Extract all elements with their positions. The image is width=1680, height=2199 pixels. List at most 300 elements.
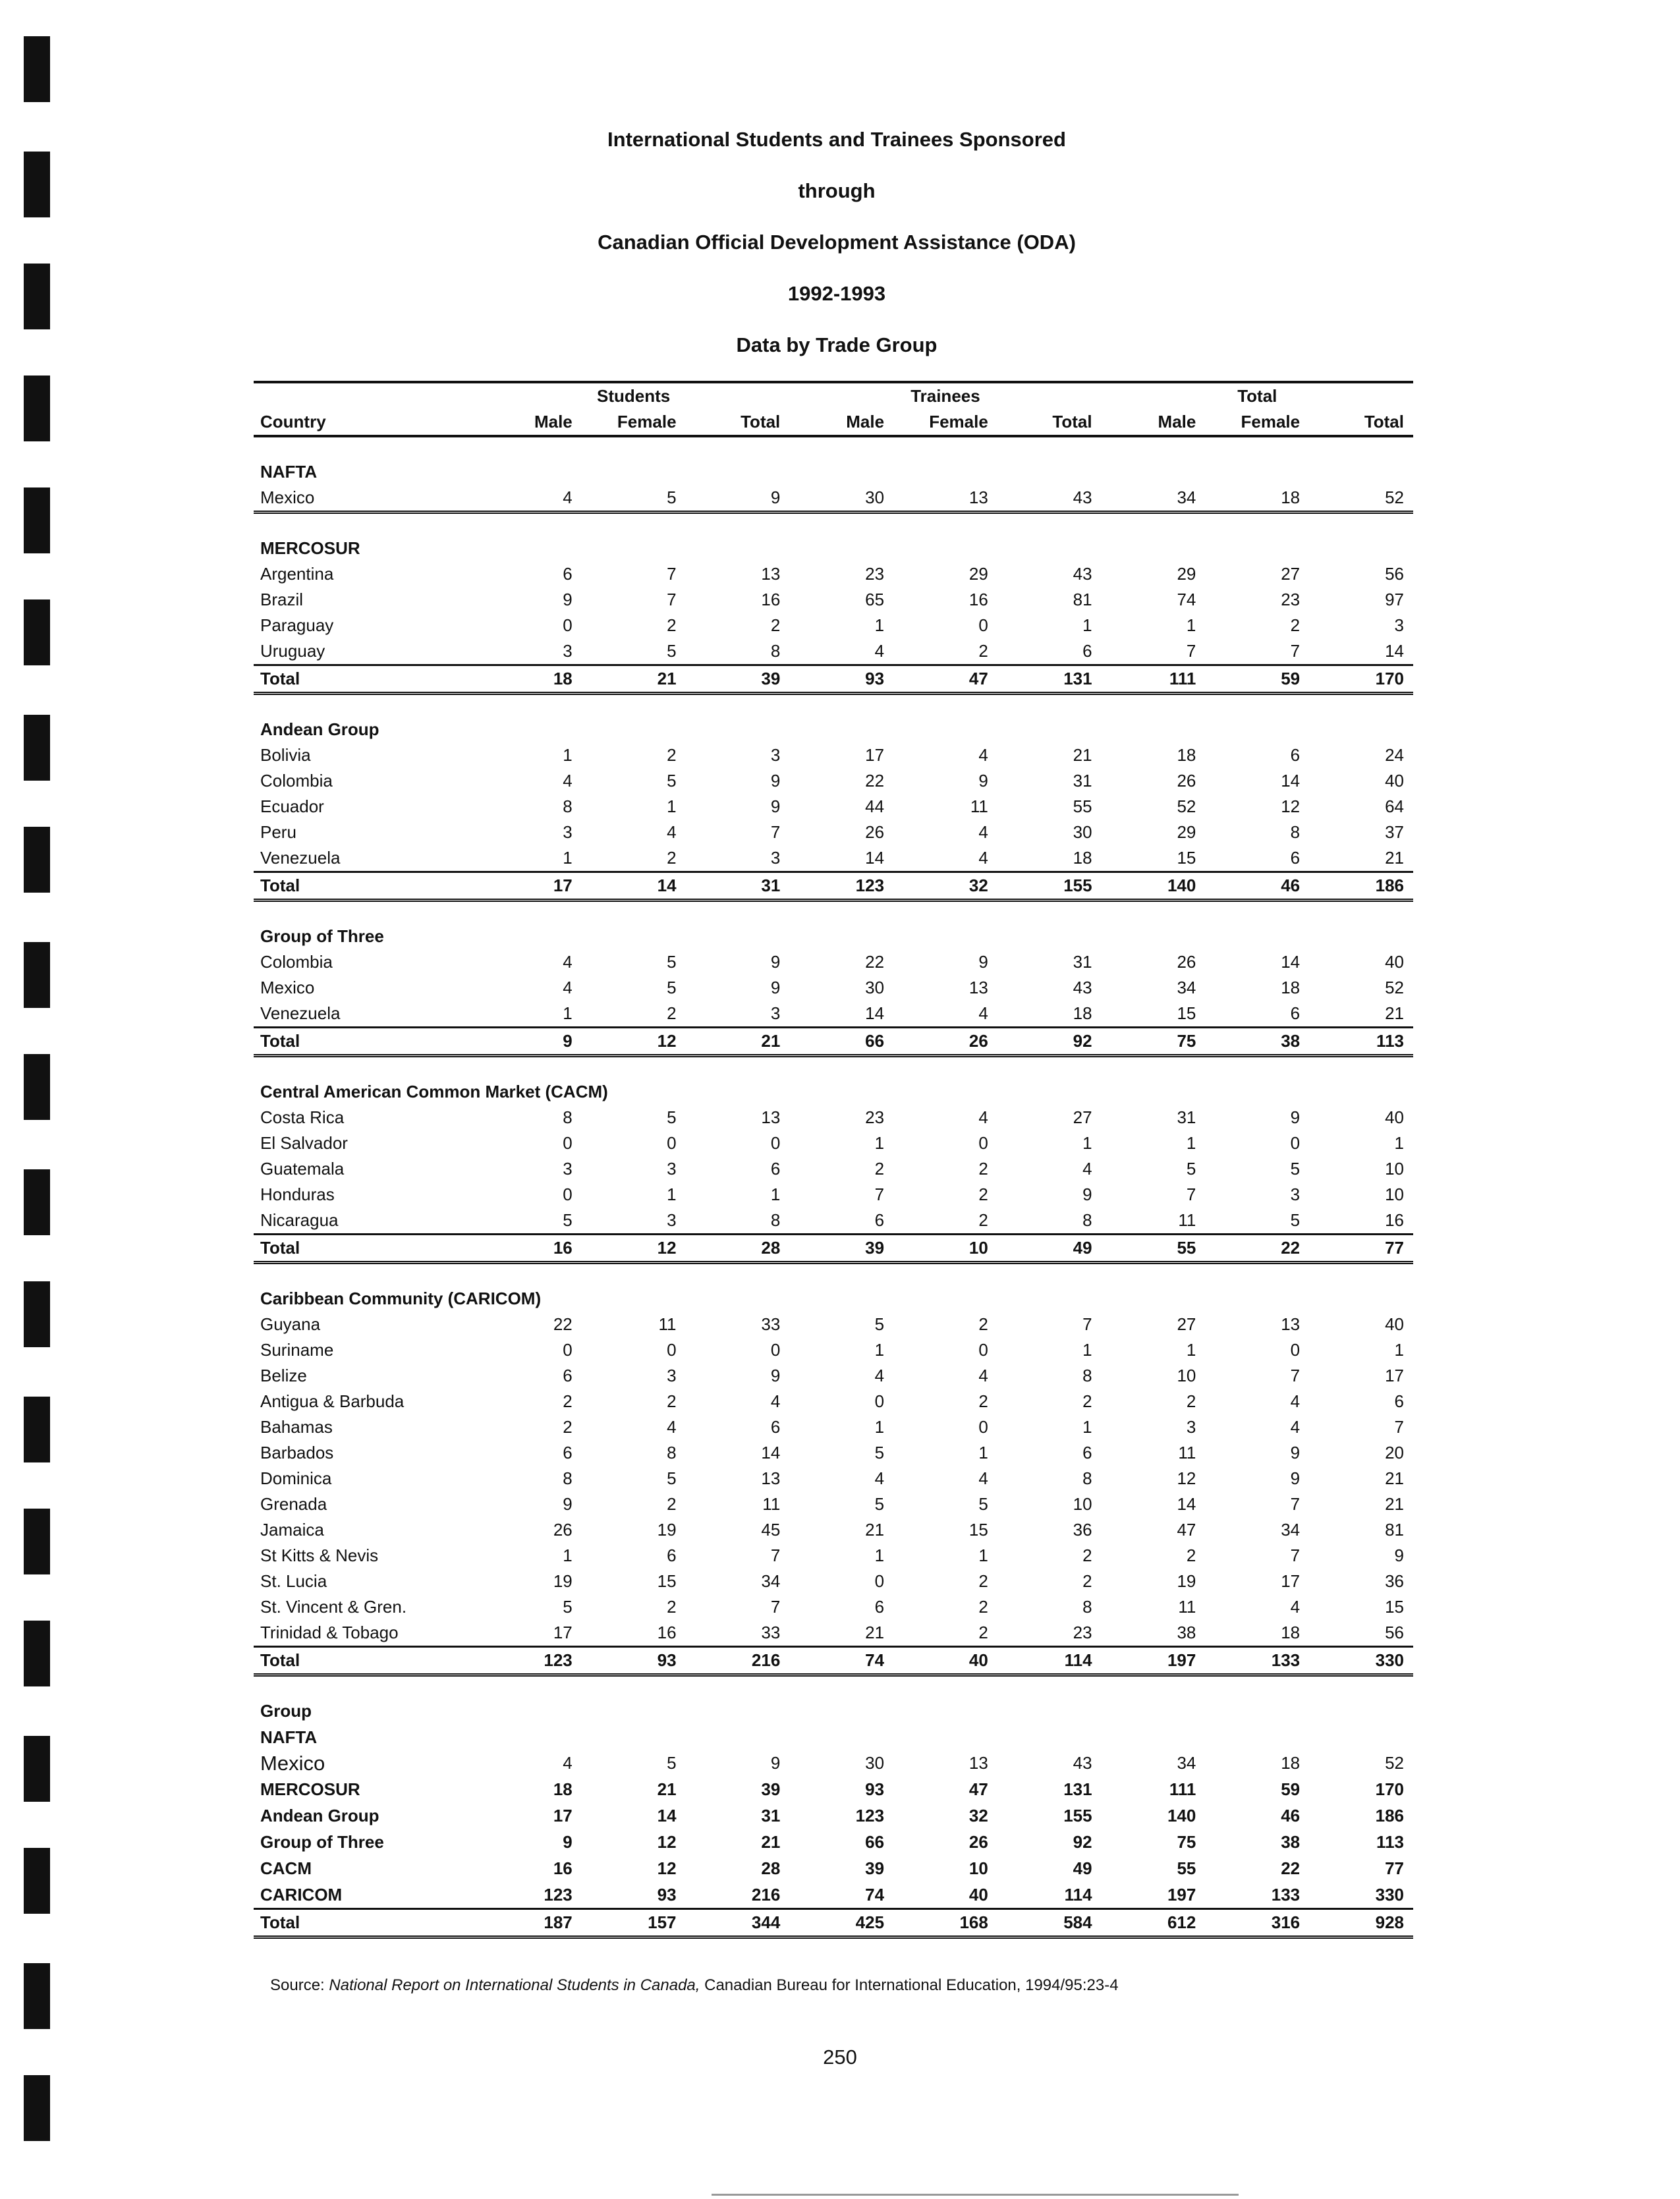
value-cell: 6 [1290,745,1301,765]
value-cell: 9 [1394,1545,1404,1565]
value-cell: 2 [978,1597,988,1617]
source-report-title: National Report on International Students in Canada, [329,1976,700,1994]
value-cell: 3 [770,848,781,868]
value-cell: 9 [1290,1107,1301,1127]
value-cell: 74 [789,1647,893,1675]
value-cell: 13 [893,485,997,513]
value-cell: 52 [1385,978,1404,997]
value-cell: 17 [1281,1571,1301,1591]
value-cell: 13 [761,1468,781,1488]
value-cell: 93 [657,1884,677,1905]
value-cell: 6 [874,1597,885,1617]
value-cell: 2 [978,1314,988,1334]
value-cell: 11 [1178,1443,1196,1462]
value-cell: 22 [1281,1858,1301,1878]
value-cell: 33 [761,1314,781,1334]
value-cell: 24 [1385,745,1404,765]
value-cell: 216 [751,1884,781,1905]
spacer-row [254,901,1413,924]
value-cell: 3 [1394,615,1404,635]
value-cell: 34 [1177,978,1196,997]
section-total-row [254,1235,1413,1263]
table-row [254,1001,1413,1028]
value-cell: 5 [667,978,677,997]
section-heading-row [254,1285,1413,1312]
value-cell: 6 [563,1366,573,1385]
value-cell: 9 [770,1366,781,1385]
value-cell: 47 [968,1779,988,1799]
section-total-row [254,872,1413,901]
value-cell: 2 [978,1159,988,1179]
row-label: Total [254,1909,478,1937]
value-cell: 26 [893,1028,997,1056]
summary-row [254,1750,1413,1776]
value-cell: 46 [1205,872,1309,901]
value-cell: 4 [563,771,573,791]
value-cell: 344 [686,1909,790,1937]
value-cell: 5 [874,1494,885,1514]
binder-mark [24,2075,50,2141]
value-cell: 425 [789,1909,893,1937]
binder-mark [24,1509,50,1574]
row-label: Uruguay [260,641,325,661]
group-heading: Group [260,1700,312,1721]
table-row [254,1543,1413,1569]
value-cell: 19 [657,1520,677,1540]
value-cell: 0 [563,615,573,635]
value-cell: 18 [1073,848,1092,868]
header-students-female: Female [582,409,686,436]
value-cell: 43 [1073,1753,1092,1773]
row-label: CACM [260,1858,312,1878]
value-cell: 113 [1376,1831,1404,1852]
value-cell: 5 [563,1597,573,1617]
row-label: Colombia [260,952,333,972]
value-cell: 2 [667,745,677,765]
value-cell: 29 [968,564,988,584]
header-trainees-total: Total [997,409,1102,436]
table-row [254,1594,1413,1620]
table-row [254,1517,1413,1543]
value-cell: 4 [978,1107,988,1127]
value-cell: 8 [1290,822,1301,842]
value-cell: 52 [1177,796,1196,816]
value-cell: 1 [1186,1340,1196,1360]
value-cell: 16 [1385,1210,1404,1230]
value-cell: 40 [1385,1107,1404,1127]
row-label: Barbados [260,1443,334,1462]
spacer-row [254,436,1413,459]
value-cell: 111 [1102,665,1206,694]
value-cell: 59 [1281,1779,1301,1799]
value-cell: 93 [865,1779,885,1799]
value-cell: 2 [667,615,677,635]
header-total: Total [1102,382,1413,409]
value-cell: 21 [657,1779,677,1799]
value-cell: 16 [968,590,988,609]
value-cell: 6 [770,1159,781,1179]
group-heading: Group of Three [260,926,384,946]
value-cell: 131 [1063,1779,1092,1799]
value-cell: 7 [1082,1314,1092,1334]
summary-row [254,1855,1413,1881]
value-cell: 7 [874,1184,885,1204]
header-students-male: Male [478,409,582,436]
value-cell: 6 [1082,1443,1092,1462]
summary-heading-row [254,1698,1413,1724]
value-cell: 74 [1177,590,1196,609]
value-cell: 18 [1281,1753,1301,1773]
value-cell: 5 [667,1107,677,1127]
binder-mark [24,827,50,893]
row-label: Belize [260,1366,307,1385]
value-cell: 1 [978,1545,988,1565]
data-table-container [254,381,1413,1939]
value-cell: 2 [978,641,988,661]
value-cell: 114 [997,1647,1102,1675]
value-cell: 330 [1375,1884,1404,1905]
value-cell: 44 [865,796,885,816]
section-heading-row [254,1078,1413,1105]
value-cell: 22 [865,952,885,972]
value-cell: 15 [1177,1003,1196,1023]
value-cell: 13 [968,978,988,997]
value-cell: 34 [1281,1520,1301,1540]
table-row [254,638,1413,665]
source-note [270,1976,1119,1995]
value-cell: 1 [1186,1133,1196,1153]
value-cell: 75 [1177,1831,1196,1852]
table-row [254,845,1413,872]
value-cell: 92 [1073,1831,1092,1852]
row-label: Bahamas [260,1417,333,1437]
value-cell: 13 [761,564,781,584]
value-cell: 1 [667,796,677,816]
value-cell: 17 [865,745,885,765]
group-heading: Caribbean Community (CARICOM) [260,1288,542,1308]
value-cell: 6 [667,1545,677,1565]
value-cell: 216 [686,1647,790,1675]
header-total-male: Male [1102,409,1206,436]
value-cell: 133 [1205,1647,1309,1675]
value-cell: 5 [1186,1159,1196,1179]
value-cell: 43 [1073,978,1092,997]
value-cell: 27 [1281,564,1301,584]
binder-mark [24,1169,50,1235]
value-cell: 13 [761,1107,781,1127]
source-publisher: Canadian Bureau for International Education, 1994/95:23-4 [700,1976,1119,1994]
value-cell: 2 [667,1003,677,1023]
value-cell: 3 [563,641,573,661]
section-heading-row [254,535,1413,561]
value-cell: 4 [563,978,573,997]
value-cell: 9 [686,485,790,513]
value-cell: 14 [1281,952,1301,972]
value-cell: 14 [1385,641,1404,661]
value-cell: 5 [1290,1210,1301,1230]
table-row [254,820,1413,845]
value-cell: 3 [667,1366,677,1385]
title-line-5: Data by Trade Group [736,333,938,356]
table-row [254,768,1413,794]
value-cell: 23 [1281,590,1301,609]
value-cell: 0 [667,1340,677,1360]
row-label: CARICOM [260,1884,343,1905]
row-label: Guatemala [260,1159,345,1179]
value-cell: 56 [1385,564,1404,584]
value-cell: 5 [582,485,686,513]
value-cell: 30 [865,1753,885,1773]
bottom-divider [712,2194,1239,2196]
value-cell: 8 [563,1468,573,1488]
value-cell: 40 [1385,1314,1404,1334]
value-cell: 1 [1082,1340,1092,1360]
table-row [254,1130,1413,1156]
value-cell: 40 [893,1647,997,1675]
value-cell: 8 [563,1107,573,1127]
value-cell: 49 [1073,1858,1092,1878]
value-cell: 37 [1385,822,1404,842]
value-cell: 5 [667,952,677,972]
value-cell: 8 [770,641,781,661]
value-cell: 7 [770,822,781,842]
value-cell: 8 [1082,1210,1092,1230]
header-students-total: Total [686,409,790,436]
value-cell: 7 [1290,641,1301,661]
value-cell: 27 [1177,1314,1196,1334]
value-cell: 11 [762,1494,781,1514]
value-cell: 92 [997,1028,1102,1056]
value-cell: 32 [893,872,997,901]
value-cell: 0 [1290,1340,1301,1360]
row-label: Total [254,1647,478,1675]
value-cell: 26 [968,1831,988,1852]
value-cell: 55 [1073,796,1092,816]
value-cell: 4 [478,485,582,513]
header-trainees-female: Female [893,409,997,436]
value-cell: 1 [1082,1133,1092,1153]
value-cell: 1 [874,1417,885,1437]
value-cell: 1 [1082,1417,1092,1437]
section-heading-row [254,459,1413,485]
value-cell: 16 [478,1235,582,1263]
value-cell: 3 [667,1210,677,1230]
value-cell: 93 [789,665,893,694]
summary-subheading-row [254,1724,1413,1750]
value-cell: 46 [1281,1805,1301,1825]
value-cell: 32 [968,1805,988,1825]
value-cell: 0 [563,1133,573,1153]
binder-mark [24,264,50,329]
value-cell: 2 [667,1494,677,1514]
value-cell: 3 [563,1159,573,1179]
binder-mark [24,376,50,441]
table-row [254,1182,1413,1208]
value-cell: 40 [968,1884,988,1905]
title-line-1: International Students and Trainees Sponsored [607,128,1066,151]
value-cell: 123 [855,1805,885,1825]
value-cell: 30 [789,485,893,513]
value-cell: 123 [478,1647,582,1675]
row-label: Antigua & Barbuda [260,1391,405,1411]
value-cell: 21 [761,1831,781,1852]
binder-mark [24,1281,50,1347]
table-row [254,561,1413,587]
value-cell: 43 [997,485,1102,513]
header-trainees: Trainees [789,382,1101,409]
value-cell: 170 [1375,1779,1404,1799]
value-cell: 28 [686,1235,790,1263]
value-cell: 0 [563,1340,573,1360]
value-cell: 0 [978,615,988,635]
value-cell: 9 [978,771,988,791]
value-cell: 36 [1073,1520,1092,1540]
table-row [254,1389,1413,1414]
value-cell: 55 [1102,1235,1206,1263]
value-cell: 10 [1385,1184,1404,1204]
value-cell: 66 [865,1831,885,1852]
value-cell: 8 [1082,1468,1092,1488]
value-cell: 31 [1073,771,1092,791]
value-cell: 11 [1178,1210,1196,1230]
value-cell: 9 [770,978,781,997]
value-cell: 140 [1167,1805,1196,1825]
value-cell: 8 [770,1210,781,1230]
value-cell: 2 [667,848,677,868]
value-cell: 12 [582,1028,686,1056]
value-cell: 131 [997,665,1102,694]
value-cell: 5 [667,1753,677,1773]
table-row [254,742,1413,768]
value-cell: 21 [686,1028,790,1056]
value-cell: 3 [770,745,781,765]
value-cell: 2 [978,1184,988,1204]
value-cell: 7 [1290,1366,1301,1385]
table-body [254,436,1413,1937]
value-cell: 4 [978,1003,988,1023]
row-label: Mexico [254,485,478,513]
table-row [254,794,1413,820]
binder-mark [24,1736,50,1802]
value-cell: 4 [978,1366,988,1385]
value-cell: 187 [478,1909,582,1937]
value-cell: 13 [968,1753,988,1773]
title-line-2: through [798,179,876,202]
value-cell: 113 [1309,1028,1413,1056]
value-cell: 14 [1177,1494,1196,1514]
value-cell: 2 [1186,1391,1196,1411]
value-cell: 7 [1290,1545,1301,1565]
value-cell: 45 [761,1520,781,1540]
value-cell: 7 [667,590,677,609]
value-cell: 1 [563,848,573,868]
value-cell: 21 [1073,745,1092,765]
table-row [254,587,1413,613]
value-cell: 1 [563,745,573,765]
row-label: Total [254,665,478,694]
value-cell: 52 [1309,485,1413,513]
table-row [254,613,1413,638]
value-cell: 11 [970,796,988,816]
row-label: Argentina [260,564,334,584]
value-cell: 8 [563,796,573,816]
value-cell: 30 [1073,822,1092,842]
row-label: Grenada [260,1494,327,1514]
page-number: 250 [823,2046,857,2069]
binder-mark [24,715,50,781]
value-cell: 316 [1205,1909,1309,1937]
value-cell: 6 [563,564,573,584]
value-cell: 6 [874,1210,885,1230]
row-label: Brazil [260,590,304,609]
title-line-3: Canadian Official Development Assistance (ODA) [598,231,1076,254]
value-cell: 186 [1309,872,1413,901]
spacer-row [254,513,1413,536]
value-cell: 21 [865,1623,885,1642]
value-cell: 16 [553,1858,573,1878]
value-cell: 9 [563,590,573,609]
value-cell: 5 [667,771,677,791]
value-cell: 3 [770,1003,781,1023]
group-heading: Central American Common Market (CACM) [260,1081,608,1101]
value-cell: 59 [1205,665,1309,694]
table-row [254,1569,1413,1594]
value-cell: 4 [874,1366,885,1385]
value-cell: 7 [770,1597,781,1617]
binder-mark [24,942,50,1008]
value-cell: 0 [1290,1133,1301,1153]
binder-mark [24,36,50,102]
binder-mark [24,1621,50,1686]
value-cell: 7 [1186,641,1196,661]
table-row [254,1363,1413,1389]
value-cell: 4 [978,848,988,868]
value-cell: 14 [761,1443,781,1462]
value-cell: 12 [582,1235,686,1263]
value-cell: 4 [1290,1417,1301,1437]
value-cell: 0 [563,1184,573,1204]
value-cell: 123 [789,872,893,901]
value-cell: 21 [1385,1494,1404,1514]
value-cell: 22 [1205,1235,1309,1263]
value-cell: 4 [563,1753,573,1773]
value-cell: 64 [1385,796,1404,816]
value-cell: 6 [563,1443,573,1462]
value-cell: 18 [1205,485,1309,513]
value-cell: 81 [1385,1520,1404,1540]
students-trainees-table [254,381,1413,1939]
binder-hole-marks [24,0,50,2199]
value-cell: 140 [1102,872,1206,901]
value-cell: 5 [1290,1159,1301,1179]
value-cell: 2 [978,1571,988,1591]
value-cell: 0 [874,1571,885,1591]
value-cell: 0 [667,1133,677,1153]
value-cell: 31 [1177,1107,1196,1127]
value-cell: 5 [667,1468,677,1488]
value-cell: 0 [978,1340,988,1360]
value-cell: 21 [865,1520,885,1540]
table-row [254,1105,1413,1130]
value-cell: 7 [1290,1494,1301,1514]
value-cell: 3 [563,822,573,842]
value-cell: 6 [1082,641,1092,661]
value-cell: 10 [893,1235,997,1263]
value-cell: 186 [1375,1805,1404,1825]
value-cell: 39 [789,1235,893,1263]
value-cell: 18 [1177,745,1196,765]
row-label: Andean Group [260,1805,379,1825]
